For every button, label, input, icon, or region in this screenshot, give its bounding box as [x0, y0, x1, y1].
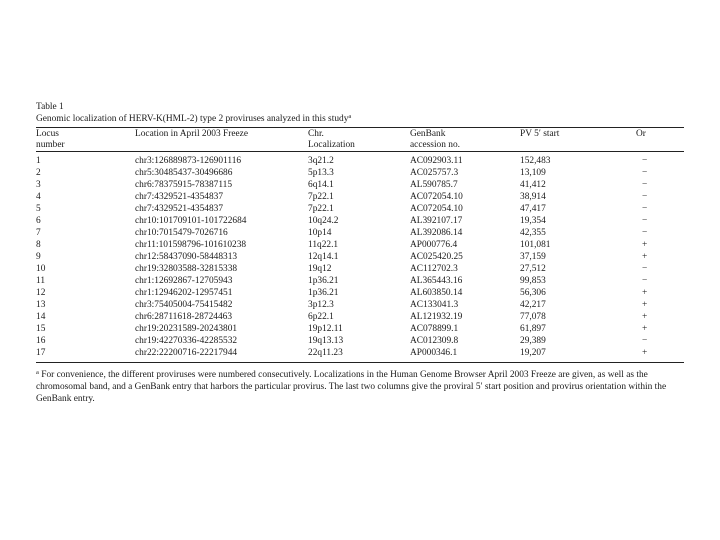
cell-pv-start: 27,512	[520, 264, 546, 274]
cell-pv-start: 77,078	[520, 312, 546, 322]
cell-location: chr7:4329521-4354837	[135, 204, 224, 214]
cell-genbank: AC078899.1	[410, 324, 459, 334]
cell-pv-start: 152,483	[520, 156, 551, 166]
cell-location: chr6:78375915-78387115	[135, 180, 233, 190]
cell-orientation: +	[642, 300, 648, 310]
cell-pv-start: 19,354	[520, 216, 546, 226]
cell-location: chr19:20231589-20243801	[135, 324, 238, 334]
table-row	[36, 263, 684, 275]
cell-genbank: AC072054.10	[410, 204, 463, 214]
footnote-mark: a	[36, 369, 39, 376]
cell-genbank: AL392107.17	[410, 216, 463, 226]
header-orientation: Or	[636, 129, 646, 139]
header-chr: Chr. Localization	[308, 129, 355, 150]
cell-locus: 3	[36, 180, 41, 190]
cell-orientation: +	[642, 288, 648, 298]
table-row	[36, 215, 684, 227]
cell-genbank: AL392086.14	[410, 228, 463, 238]
table-title-line	[36, 113, 684, 125]
cell-pv-start: 42,355	[520, 228, 546, 238]
cell-pv-start: 29,389	[520, 336, 546, 346]
cell-locus: 2	[36, 168, 41, 178]
cell-location: chr1:12946202-12957451	[135, 288, 233, 298]
table-row	[36, 203, 684, 215]
cell-locus: 14	[36, 312, 46, 322]
cell-location: chr1:12692867-12705943	[135, 276, 233, 286]
cell-orientation: −	[642, 216, 648, 226]
cell-locus: 1	[36, 156, 41, 166]
cell-genbank: AL603850.14	[410, 288, 463, 298]
cell-pv-start: 99,853	[520, 276, 546, 286]
cell-genbank: AL365443.16	[410, 276, 463, 286]
cell-locus: 11	[36, 276, 46, 286]
cell-locus: 5	[36, 204, 41, 214]
header-location: Location in April 2003 Freeze	[135, 129, 248, 139]
table-row	[36, 347, 684, 362]
cell-locus: 17	[36, 348, 46, 358]
table-row	[36, 335, 684, 347]
header-genbank: GenBank accession no.	[410, 129, 460, 150]
cell-location: chr12:58437090-58448313	[135, 252, 238, 262]
cell-chr: 1p36.21	[308, 288, 339, 298]
cell-pv-start: 13,109	[520, 168, 546, 178]
cell-locus: 6	[36, 216, 41, 226]
cell-chr: 5p13.3	[308, 168, 334, 178]
cell-orientation: −	[642, 228, 648, 238]
cell-location: chr19:42270336-42285532	[135, 336, 238, 346]
cell-chr: 7p22.1	[308, 192, 334, 202]
cell-chr: 22q11.23	[308, 348, 343, 358]
cell-genbank: AL121932.19	[410, 312, 463, 322]
table-document	[36, 101, 684, 405]
cell-chr: 3q21.2	[308, 156, 334, 166]
cell-location: chr19:32803588-32815338	[135, 264, 238, 274]
header-pv-start: PV 5′ start	[520, 129, 560, 139]
cell-locus: 15	[36, 324, 46, 334]
cell-locus: 8	[36, 240, 41, 250]
cell-orientation: −	[642, 156, 648, 166]
cell-locus: 13	[36, 300, 46, 310]
cell-orientation: +	[642, 252, 648, 262]
cell-location: chr6:28711618-28724463	[135, 312, 233, 322]
cell-orientation: +	[642, 324, 648, 334]
table-row	[36, 311, 684, 323]
cell-genbank: AC072054.10	[410, 192, 463, 202]
cell-chr: 1p36.21	[308, 276, 339, 286]
table-row	[36, 275, 684, 287]
cell-orientation: +	[642, 348, 648, 358]
cell-location: chr5:30485437-30496686	[135, 168, 233, 178]
cell-chr: 19q13.13	[308, 336, 344, 346]
cell-orientation: −	[642, 264, 648, 274]
cell-chr: 11q22.1	[308, 240, 339, 250]
cell-locus: 7	[36, 228, 41, 238]
cell-orientation: −	[642, 180, 648, 190]
cell-orientation: +	[642, 312, 648, 322]
cell-orientation: +	[642, 240, 648, 250]
header-locus: Locus number	[36, 129, 65, 150]
table-row	[36, 167, 684, 179]
cell-pv-start: 41,412	[520, 180, 546, 190]
cell-chr: 19q12	[308, 264, 332, 274]
cell-pv-start: 19,207	[520, 348, 546, 358]
cell-genbank: AC112702.3	[410, 264, 458, 274]
table-label: Table 1	[36, 102, 64, 112]
table-row	[36, 251, 684, 263]
table-title: Genomic localization of HERV-K(HML-2) type 2 proviruses analyzed in this study	[36, 114, 349, 124]
cell-locus: 16	[36, 336, 46, 346]
bottom-rule	[36, 362, 684, 363]
footnote-text: For convenience, the different proviruses were numbered consecutively. Localizations in the Human Genome Browser April 2003 Freeze are given, as well as the chromosomal band, and a GenBank entry that harbors the particular provirus. The last two columns give the proviral 5′ start position and provirus orientation within the GenBank entry.	[36, 370, 667, 404]
cell-genbank: AC092903.11	[410, 156, 463, 166]
cell-genbank: AP000346.1	[410, 348, 458, 358]
cell-chr: 6q14.1	[308, 180, 334, 190]
cell-genbank: AC025757.3	[410, 168, 459, 178]
provirus-table	[36, 128, 684, 362]
cell-chr: 6p22.1	[308, 312, 334, 322]
cell-location: chr11:101598796-101610238	[135, 240, 247, 250]
cell-genbank: AL590785.7	[410, 180, 458, 190]
cell-genbank: AC012309.8	[410, 336, 459, 346]
cell-genbank: AC025420.25	[410, 252, 463, 262]
cell-chr: 3p12.3	[308, 300, 334, 310]
cell-chr: 10q24.2	[308, 216, 339, 226]
cell-orientation: −	[642, 336, 648, 346]
cell-genbank: AP000776.4	[410, 240, 458, 250]
table-row	[36, 299, 684, 311]
table-row	[36, 323, 684, 335]
cell-pv-start: 42,217	[520, 300, 546, 310]
cell-chr: 7p22.1	[308, 204, 334, 214]
cell-chr: 12q14.1	[308, 252, 339, 262]
cell-location: chr3:126889873-126901116	[135, 156, 242, 166]
cell-orientation: −	[642, 276, 648, 286]
cell-pv-start: 101,081	[520, 240, 551, 250]
cell-pv-start: 37,159	[520, 252, 546, 262]
cell-pv-start: 38,914	[520, 192, 546, 202]
cell-chr: 19p12.11	[308, 324, 343, 334]
table-header-row	[36, 128, 684, 151]
title-footnote-mark: a	[348, 113, 352, 120]
table-row	[36, 287, 684, 299]
cell-locus: 4	[36, 192, 41, 202]
table-row	[36, 227, 684, 239]
table-row	[36, 152, 684, 167]
cell-pv-start: 61,897	[520, 324, 546, 334]
cell-locus: 9	[36, 252, 41, 262]
cell-genbank: AC133041.3	[410, 300, 459, 310]
cell-locus: 10	[36, 264, 46, 274]
cell-orientation: −	[642, 192, 648, 202]
table-row	[36, 191, 684, 203]
cell-location: chr22:22200716-22217944	[135, 348, 238, 358]
cell-location: chr10:101709101-101722684	[135, 216, 247, 226]
cell-location: chr7:4329521-4354837	[135, 192, 224, 202]
cell-location: chr3:75405004-75415482	[135, 300, 233, 310]
cell-orientation: −	[642, 168, 648, 178]
cell-pv-start: 47,417	[520, 204, 546, 214]
table-row	[36, 239, 684, 251]
cell-locus: 12	[36, 288, 46, 298]
cell-chr: 10p14	[308, 228, 332, 238]
cell-orientation: −	[642, 204, 648, 214]
cell-pv-start: 56,306	[520, 288, 546, 298]
table-footnote	[36, 369, 684, 405]
table-row	[36, 179, 684, 191]
cell-location: chr10:7015479-7026716	[135, 228, 228, 238]
